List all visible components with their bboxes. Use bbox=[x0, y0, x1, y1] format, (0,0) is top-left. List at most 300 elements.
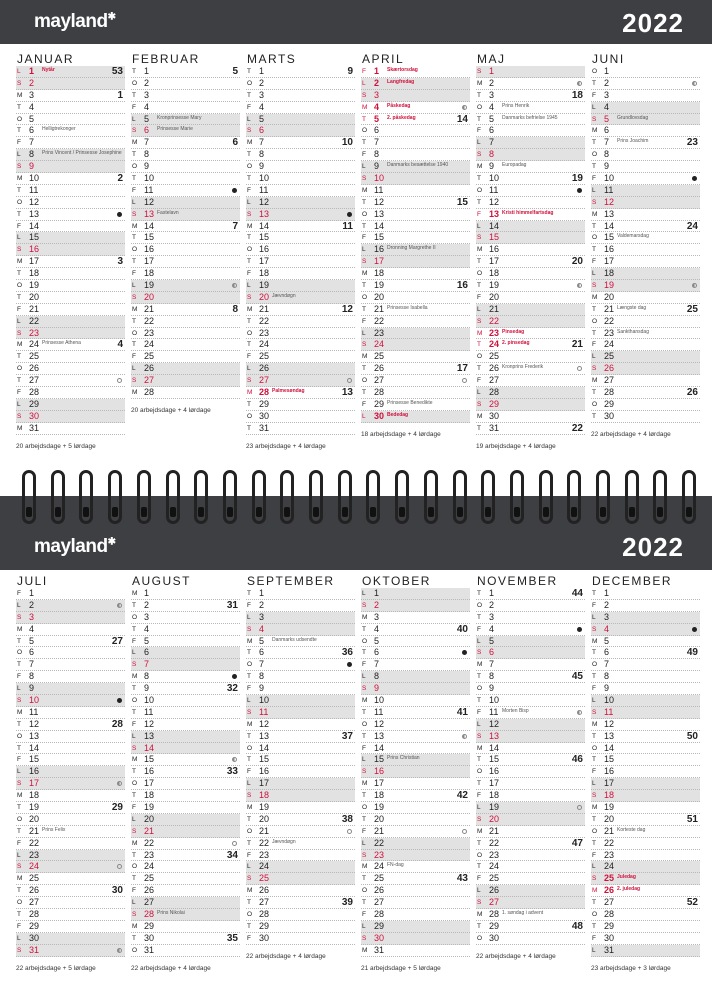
weekday-letter: F bbox=[362, 827, 366, 835]
day-row bbox=[131, 802, 240, 814]
weekday-letter: L bbox=[17, 685, 21, 693]
day-number: 10 bbox=[259, 173, 270, 184]
day-number: 16 bbox=[374, 766, 385, 777]
day-row bbox=[476, 647, 585, 659]
day-row bbox=[131, 659, 240, 671]
binding-ring bbox=[481, 470, 495, 524]
event-label: Prins Christian bbox=[387, 755, 420, 762]
day-number: 1 bbox=[29, 588, 35, 598]
day-row bbox=[361, 790, 470, 802]
day-number: 11 bbox=[604, 184, 614, 195]
week-number: 18 bbox=[571, 89, 583, 101]
weekday-letter: T bbox=[17, 661, 21, 669]
weekday-letter: S bbox=[17, 412, 22, 420]
weekday-letter: O bbox=[132, 780, 138, 788]
day-row bbox=[476, 399, 585, 411]
weekday-letter: M bbox=[132, 222, 138, 230]
week-number: 33 bbox=[226, 766, 238, 778]
day-row bbox=[246, 838, 355, 850]
day-row bbox=[246, 244, 355, 256]
holiday-label: Nytår bbox=[42, 67, 55, 73]
weekday-letter: S bbox=[477, 151, 482, 159]
day-number: 18 bbox=[144, 268, 155, 279]
day-row bbox=[131, 256, 240, 268]
day-number: 3 bbox=[489, 611, 495, 622]
weekday-letter: M bbox=[477, 827, 483, 835]
day-row bbox=[16, 826, 125, 838]
day-row bbox=[131, 873, 240, 885]
day-number: 23 bbox=[29, 327, 40, 338]
day-row bbox=[16, 292, 125, 304]
weekday-letter: L bbox=[247, 780, 251, 788]
month-column bbox=[131, 52, 246, 450]
weekday-letter: T bbox=[132, 91, 136, 99]
day-number: 16 bbox=[259, 244, 270, 255]
binding-ring bbox=[510, 470, 524, 524]
weekday-letter: L bbox=[247, 198, 251, 206]
binding-ring bbox=[22, 470, 36, 524]
day-row bbox=[361, 90, 470, 102]
weekday-letter: M bbox=[132, 389, 138, 397]
day-number: 20 bbox=[374, 813, 385, 824]
day-number: 19 bbox=[259, 802, 270, 813]
day-number: 2 bbox=[144, 77, 150, 88]
day-number: 26 bbox=[29, 363, 40, 374]
holiday-label: Bededag bbox=[387, 411, 409, 418]
weekday-letter: T bbox=[362, 115, 366, 123]
weekday-letter: S bbox=[362, 934, 367, 942]
day-row bbox=[361, 754, 470, 766]
day-number: 24 bbox=[144, 339, 155, 350]
day-row bbox=[16, 197, 125, 209]
moon-phase-icon bbox=[577, 81, 582, 86]
weekday-letter: F bbox=[247, 270, 251, 278]
day-row bbox=[16, 933, 125, 945]
day-row bbox=[476, 268, 585, 280]
weekday-letter: S bbox=[17, 946, 22, 954]
weekday-letter: F bbox=[17, 922, 21, 930]
weekday-letter: S bbox=[247, 377, 252, 385]
weekday-letter: M bbox=[247, 222, 253, 230]
day-number: 17 bbox=[259, 256, 270, 267]
month-footer: 23 arbejdsdage + 3 lørdage bbox=[591, 964, 671, 972]
day-row bbox=[16, 78, 125, 90]
week-number: 2 bbox=[117, 173, 123, 185]
weekday-letter: T bbox=[477, 863, 481, 871]
day-number: 16 bbox=[144, 244, 155, 255]
day-row bbox=[591, 66, 700, 78]
weekday-letter: L bbox=[132, 115, 136, 123]
day-row bbox=[591, 790, 700, 802]
week-number: 30 bbox=[111, 885, 123, 897]
day-row bbox=[16, 707, 125, 719]
weekday-letter: T bbox=[477, 922, 481, 930]
weekday-letter: M bbox=[362, 780, 368, 788]
day-number: 7 bbox=[604, 659, 610, 670]
day-row bbox=[476, 304, 585, 316]
moon-phase-icon bbox=[462, 650, 467, 655]
weekday-letter: T bbox=[592, 673, 596, 681]
day-number: 24 bbox=[29, 861, 40, 872]
holiday-label: Palmesøndag bbox=[272, 388, 305, 395]
day-number: 12 bbox=[374, 718, 385, 729]
day-number: 24 bbox=[259, 339, 270, 350]
day-number: 2 bbox=[489, 599, 495, 610]
day-number: 13 bbox=[144, 730, 155, 741]
day-number: 4 bbox=[29, 101, 35, 112]
weekday-letter: L bbox=[17, 601, 21, 609]
day-number: 9 bbox=[29, 161, 35, 172]
day-row bbox=[131, 304, 240, 316]
day-number: 2 bbox=[259, 77, 265, 88]
weekday-letter: O bbox=[17, 649, 23, 657]
day-number: 27 bbox=[29, 375, 40, 386]
day-number: 8 bbox=[144, 149, 150, 160]
weekday-letter: T bbox=[132, 175, 136, 183]
day-row bbox=[246, 814, 355, 826]
month-column bbox=[361, 574, 476, 972]
month-column bbox=[591, 574, 706, 972]
weekday-letter: T bbox=[477, 282, 481, 290]
weekday-letter: S bbox=[247, 875, 252, 883]
weekday-letter: T bbox=[362, 305, 366, 313]
day-number: 4 bbox=[259, 101, 265, 112]
weekday-letter: T bbox=[362, 732, 366, 740]
day-number: 15 bbox=[604, 754, 615, 765]
day-row bbox=[16, 351, 125, 363]
weekday-letter: M bbox=[17, 175, 23, 183]
weekday-letter: S bbox=[132, 377, 137, 385]
day-number: 18 bbox=[604, 268, 615, 279]
day-row bbox=[591, 933, 700, 945]
day-row bbox=[591, 387, 700, 399]
weekday-letter: F bbox=[362, 744, 366, 752]
moon-phase-icon bbox=[117, 864, 122, 869]
weekday-letter: L bbox=[592, 946, 596, 954]
day-row bbox=[246, 778, 355, 790]
day-row bbox=[16, 209, 125, 221]
day-number: 22 bbox=[604, 837, 615, 848]
day-row bbox=[131, 647, 240, 659]
day-number: 13 bbox=[374, 208, 385, 219]
day-row bbox=[361, 612, 470, 624]
event-label: Korteste dag bbox=[617, 826, 646, 833]
moon-phase-icon bbox=[462, 105, 467, 110]
day-row bbox=[246, 636, 355, 648]
day-number: 25 bbox=[144, 873, 155, 884]
day-row bbox=[476, 707, 585, 719]
month-name: FEBRUAR bbox=[132, 52, 200, 66]
week-number: 16 bbox=[456, 280, 468, 292]
holiday-label: 2. pinsedag bbox=[502, 340, 530, 347]
day-number: 26 bbox=[259, 363, 270, 374]
day-row bbox=[591, 683, 700, 695]
day-row bbox=[591, 659, 700, 671]
weekday-letter: F bbox=[362, 151, 366, 159]
day-number: 30 bbox=[259, 932, 270, 943]
day-number: 28 bbox=[144, 909, 155, 920]
day-number: 24 bbox=[489, 339, 500, 350]
day-number: 22 bbox=[144, 315, 155, 326]
day-row bbox=[131, 612, 240, 624]
week-number: 52 bbox=[686, 897, 698, 909]
day-number: 14 bbox=[29, 220, 40, 231]
day-number: 14 bbox=[489, 220, 500, 231]
day-row bbox=[361, 707, 470, 719]
day-row bbox=[16, 304, 125, 316]
day-number: 3 bbox=[259, 89, 265, 100]
day-row bbox=[591, 778, 700, 790]
weekday-letter: T bbox=[362, 365, 366, 373]
weekday-letter: M bbox=[362, 613, 368, 621]
week-number: 40 bbox=[456, 623, 468, 635]
day-number: 25 bbox=[259, 873, 270, 884]
day-number: 4 bbox=[259, 623, 265, 634]
day-number: 14 bbox=[604, 220, 615, 231]
weekday-letter: S bbox=[132, 744, 137, 752]
weekday-letter: F bbox=[17, 139, 21, 147]
weekday-letter: L bbox=[132, 282, 136, 290]
day-number: 5 bbox=[374, 635, 380, 646]
day-number: 3 bbox=[374, 89, 380, 100]
event-label: Danmarks besættelse 1940 bbox=[387, 162, 449, 169]
week-number: 38 bbox=[341, 813, 353, 825]
day-number: 7 bbox=[259, 137, 265, 148]
day-row bbox=[476, 316, 585, 328]
day-number: 28 bbox=[29, 387, 40, 398]
day-row bbox=[246, 316, 355, 328]
event-label: Valdemarsdag bbox=[617, 233, 649, 240]
month-column bbox=[246, 52, 361, 450]
day-number: 27 bbox=[144, 375, 155, 386]
moon-phase-icon bbox=[117, 781, 122, 786]
weekday-letter: M bbox=[477, 246, 483, 254]
day-number: 8 bbox=[259, 149, 265, 160]
day-row bbox=[131, 826, 240, 838]
day-number: 17 bbox=[374, 778, 385, 789]
day-number: 6 bbox=[259, 125, 265, 136]
weekday-letter: M bbox=[592, 804, 598, 812]
day-number: 4 bbox=[604, 623, 610, 634]
weekday-letter: L bbox=[477, 389, 481, 397]
day-number: 23 bbox=[604, 327, 615, 338]
day-row bbox=[131, 778, 240, 790]
weekday-letter: T bbox=[132, 68, 136, 75]
weekday-letter: T bbox=[477, 115, 481, 123]
day-number: 5 bbox=[489, 635, 495, 646]
weekday-letter: T bbox=[362, 899, 366, 907]
weekday-letter: T bbox=[132, 934, 136, 942]
day-number: 10 bbox=[29, 173, 40, 184]
day-number: 9 bbox=[374, 161, 380, 172]
month-footer: 20 arbejdsdage + 5 lørdage bbox=[16, 442, 96, 450]
weekday-letter: T bbox=[132, 792, 136, 800]
month-name: JULI bbox=[17, 574, 48, 588]
day-row bbox=[591, 885, 700, 897]
day-number: 24 bbox=[259, 861, 270, 872]
weekday-letter: O bbox=[17, 282, 23, 290]
weekday-letter: F bbox=[477, 377, 481, 385]
month-column bbox=[16, 52, 131, 450]
weekday-letter: F bbox=[132, 720, 136, 728]
day-row bbox=[246, 387, 355, 399]
day-row bbox=[131, 387, 240, 399]
day-number: 25 bbox=[374, 351, 385, 362]
day-number: 21 bbox=[489, 303, 500, 314]
day-number: 26 bbox=[374, 885, 385, 896]
moon-phase-icon bbox=[232, 283, 237, 288]
weekday-letter: F bbox=[362, 661, 366, 669]
week-number: 20 bbox=[571, 256, 583, 268]
week-number: 4 bbox=[117, 339, 123, 351]
week-number: 36 bbox=[341, 647, 353, 659]
day-number: 15 bbox=[259, 232, 270, 243]
month-name: JANUAR bbox=[17, 52, 75, 66]
day-number: 9 bbox=[259, 161, 265, 172]
day-number: 30 bbox=[259, 410, 270, 421]
event-label: Længste dag bbox=[617, 304, 647, 311]
day-row bbox=[16, 861, 125, 873]
day-number: 26 bbox=[489, 363, 500, 374]
weekday-letter: L bbox=[362, 412, 366, 420]
weekday-letter: T bbox=[362, 198, 366, 206]
weekday-letter: T bbox=[247, 341, 251, 349]
binding-ring bbox=[280, 470, 294, 524]
day-row bbox=[476, 861, 585, 873]
day-number: 15 bbox=[144, 232, 155, 243]
day-number: 14 bbox=[144, 742, 155, 753]
day-number: 13 bbox=[259, 208, 270, 219]
day-number: 21 bbox=[259, 825, 270, 836]
day-number: 28 bbox=[29, 909, 40, 920]
day-row bbox=[246, 78, 355, 90]
weekday-letter: L bbox=[132, 732, 136, 740]
day-row bbox=[16, 885, 125, 897]
week-number: 11 bbox=[342, 220, 353, 232]
day-row bbox=[246, 921, 355, 933]
day-number: 24 bbox=[604, 339, 615, 350]
weekday-letter: T bbox=[247, 649, 251, 657]
day-row bbox=[476, 802, 585, 814]
weekday-letter: O bbox=[477, 851, 483, 859]
day-row bbox=[361, 339, 470, 351]
month-footer: 22 arbejdsdage + 5 lørdage bbox=[16, 964, 96, 972]
day-row bbox=[361, 945, 470, 957]
day-number: 11 bbox=[489, 184, 499, 195]
day-row bbox=[16, 683, 125, 695]
day-row bbox=[361, 197, 470, 209]
day-number: 23 bbox=[489, 327, 500, 338]
day-number: 19 bbox=[259, 280, 270, 291]
day-row bbox=[131, 292, 240, 304]
weekday-letter: O bbox=[247, 827, 253, 835]
day-row bbox=[591, 861, 700, 873]
weekday-letter: L bbox=[17, 934, 21, 942]
day-row bbox=[476, 683, 585, 695]
day-number: 14 bbox=[144, 220, 155, 231]
weekday-letter: O bbox=[362, 293, 368, 301]
weekday-letter: S bbox=[592, 792, 597, 800]
weekday-letter: S bbox=[592, 115, 597, 123]
day-number: 5 bbox=[29, 635, 35, 646]
day-number: 31 bbox=[29, 944, 40, 955]
top-header-band bbox=[0, 0, 712, 44]
day-row bbox=[131, 719, 240, 731]
day-row bbox=[16, 766, 125, 778]
weekday-letter: F bbox=[247, 851, 251, 859]
day-row bbox=[591, 838, 700, 850]
weekday-letter: T bbox=[247, 91, 251, 99]
day-row bbox=[476, 328, 585, 340]
day-row bbox=[361, 838, 470, 850]
weekday-letter: T bbox=[17, 210, 21, 218]
day-row bbox=[16, 173, 125, 185]
day-row bbox=[361, 659, 470, 671]
day-number: 24 bbox=[604, 861, 615, 872]
holiday-label: 2. påskedag bbox=[387, 114, 416, 121]
weekday-letter: T bbox=[132, 601, 136, 609]
day-number: 14 bbox=[489, 742, 500, 753]
day-number: 15 bbox=[29, 232, 40, 243]
moon-phase-icon bbox=[692, 81, 697, 86]
day-number: 22 bbox=[144, 837, 155, 848]
day-row bbox=[246, 268, 355, 280]
weekday-letter: T bbox=[592, 139, 596, 147]
event-label: Prinsesse Benedikte bbox=[387, 399, 433, 406]
weekday-letter: O bbox=[477, 353, 483, 361]
day-row bbox=[361, 778, 470, 790]
day-row bbox=[476, 90, 585, 102]
day-number: 24 bbox=[29, 339, 40, 350]
weekday-letter: T bbox=[477, 365, 481, 373]
week-number: 39 bbox=[341, 897, 353, 909]
day-number: 31 bbox=[374, 944, 385, 955]
day-number: 9 bbox=[29, 683, 35, 694]
weekday-letter: T bbox=[17, 911, 21, 919]
weekday-letter: T bbox=[362, 792, 366, 800]
week-number: 37 bbox=[341, 730, 353, 742]
month-column bbox=[476, 52, 591, 450]
day-row bbox=[476, 339, 585, 351]
day-number: 17 bbox=[604, 256, 615, 267]
day-row bbox=[16, 244, 125, 256]
day-number: 12 bbox=[144, 196, 155, 207]
month-column bbox=[16, 574, 131, 972]
day-row bbox=[246, 909, 355, 921]
day-row bbox=[16, 814, 125, 826]
week-number: 22 bbox=[571, 422, 583, 434]
weekday-letter: F bbox=[362, 911, 366, 919]
weekday-letter: F bbox=[17, 590, 21, 597]
weekday-letter: F bbox=[477, 625, 481, 633]
day-number: 15 bbox=[604, 232, 615, 243]
weekday-letter: T bbox=[17, 804, 21, 812]
day-row bbox=[361, 114, 470, 126]
day-row bbox=[361, 256, 470, 268]
weekday-letter: T bbox=[592, 163, 596, 171]
day-row bbox=[476, 588, 585, 600]
weekday-letter: S bbox=[477, 317, 482, 325]
day-number: 21 bbox=[144, 303, 155, 314]
week-number: 32 bbox=[226, 683, 238, 695]
weekday-letter: F bbox=[132, 887, 136, 895]
week-number: 27 bbox=[111, 635, 123, 647]
day-row bbox=[16, 411, 125, 423]
day-row bbox=[131, 636, 240, 648]
day-number: 27 bbox=[144, 897, 155, 908]
event-label: Europadag bbox=[502, 162, 527, 169]
day-number: 4 bbox=[374, 623, 380, 634]
